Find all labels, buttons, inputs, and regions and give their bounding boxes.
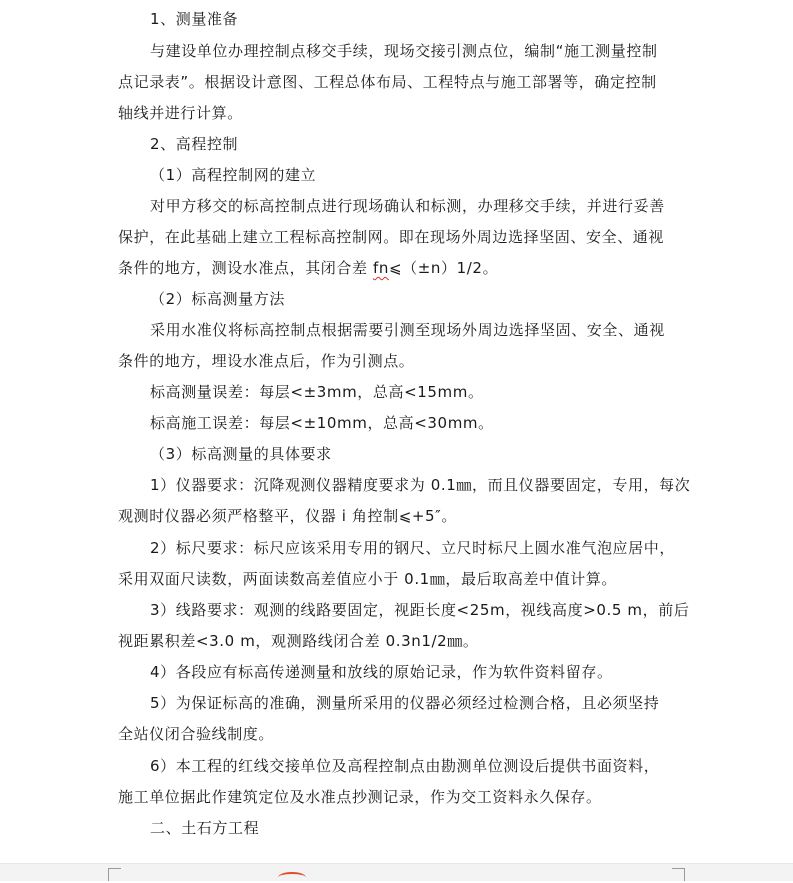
formula-prefix-text: 条件的地方，测设水准点，其闭合差 [118,259,373,277]
heading-measurement-prep: 1、测量准备 [150,10,239,28]
list-item-line: 全站仪闭合验线制度。 [118,725,275,743]
paragraph-line-formula [118,258,498,278]
paragraph-line: 与建设单位办理控制点移交手续，现场交接引测点位，编制“施工测量控制 [150,42,658,60]
subheading-specific-requirements: （3）标高测量的具体要求 [150,445,332,463]
construction-error-line: 标高施工误差：每层<±10mm，总高<30mm。 [150,414,494,432]
list-item-line: 3）线路要求：观测的线路要固定，视距长度<25m，视线高度>0.5 m，前后 [150,601,690,619]
paragraph-line: 保护，在此基础上建立工程标高控制网。即在现场外周边选择坚固、安全、通视 [118,228,665,246]
paragraph-line: 轴线并进行计算。 [118,104,243,122]
crop-mark-icon [108,868,121,881]
subheading-elevation-network: （1）高程控制网的建立 [150,166,317,184]
list-item-line: 1）仪器要求：沉降观测仪器精度要求为 0.1㎜，而且仪器要固定，专用，每次 [150,476,691,494]
list-item-line: 施工单位据此作建筑定位及水准点抄测记录，作为交工资料永久保存。 [118,788,602,806]
paragraph-line: 对甲方移交的标高控制点进行现场确认和标测，办理移交手续，并进行妥善 [150,197,665,215]
spellcheck-flagged-word[interactable]: fn [372,259,389,277]
paragraph-line: 条件的地方，埋设水准点后，作为引测点。 [118,352,415,370]
formula-suffix-text: ⩽（±n）1/2。 [388,259,499,277]
list-item-line: 2）标尺要求：标尺应该采用专用的钢尺、立尺时标尺上圆水准气泡应居中， [150,539,675,557]
paragraph-line: 点记录表”。根据设计意图、工程总体布局、工程特点与施工部署等，确定控制 [118,73,657,91]
list-item-line: 5）为保证标高的准确，测量所采用的仪器必须经过检测合格，且必须坚持 [150,694,660,712]
list-item-line: 4）各段应有标高传递测量和放线的原始记录，作为软件资料留存。 [150,663,613,681]
list-item-line: 采用双面尺读数，两面读数高差值应小于 0.1㎜，最后取高差中值计算。 [118,570,618,588]
red-stroke-icon [278,872,306,883]
page-divider [0,863,793,864]
list-item-line: 观测时仪器必须严格整平，仪器 i 角控制⩽+5″。 [118,507,457,525]
heading-earthwork: 二、土石方工程 [150,819,260,837]
subheading-elevation-method: （2）标高测量方法 [150,290,285,308]
list-item-line: 6）本工程的红线交接单位及高程控制点由勘测单位测设后提供书面资料， [150,757,660,775]
list-item-line: 视距累积差<3.0 m，观测路线闭合差 0.3n1/2㎜。 [118,632,479,650]
heading-elevation-control: 2、高程控制 [150,135,239,153]
measurement-error-line: 标高测量误差：每层<±3mm，总高<15mm。 [150,383,484,401]
crop-mark-icon [672,868,685,881]
paragraph-line: 采用水准仪将标高控制点根据需要引测至现场外周边选择坚固、安全、通视 [150,321,665,339]
